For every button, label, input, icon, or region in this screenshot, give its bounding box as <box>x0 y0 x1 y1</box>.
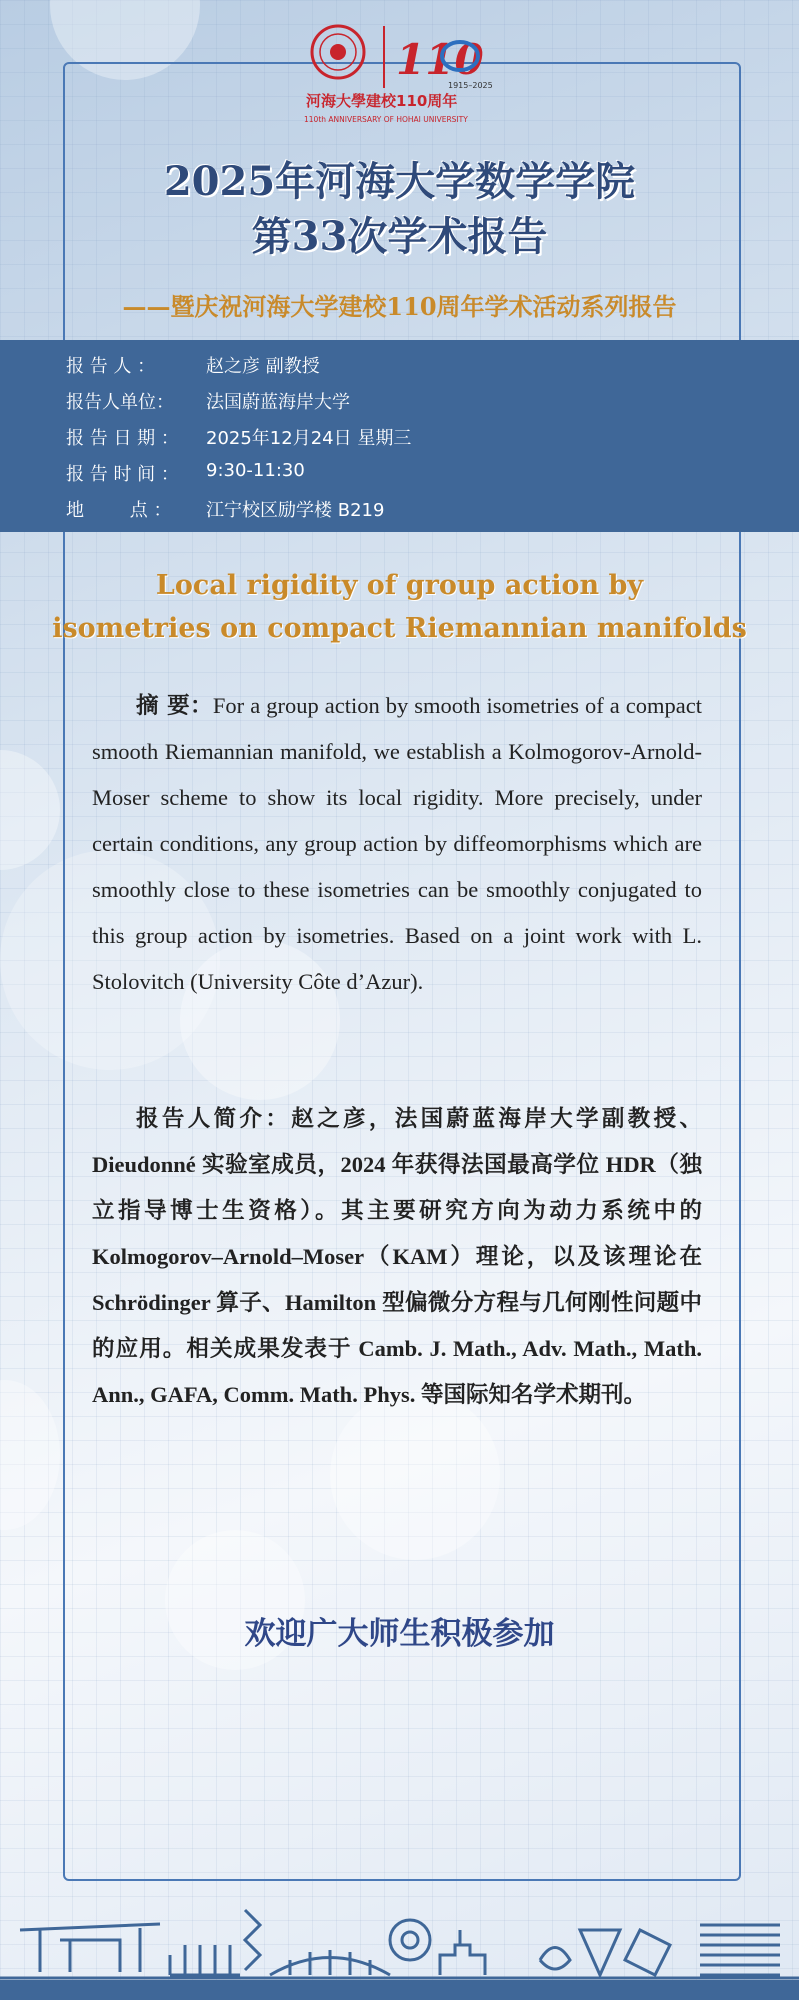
bottom-bar <box>0 1980 799 2000</box>
bio-text: 赵之彦，法国蔚蓝海岸大学副教授、Dieudonné 实验室成员，2024 年获得法国最高学位 HDR（独立指导博士生资格）。其主要研究方向为动力系统中的 Kolmogorov–Arnold–Moser（KAM）理论，以及该理论在 Schrödinger 算子、Hamilton 型偏微分方程与几何刚性问题中的应用。相关成果发表于 Camb. J. Math., Adv. Math., Math. Ann., GAFA, Comm. Math. Phys. 等国际知名学术期刊。 <box>92 1106 702 1407</box>
welcome-message: 欢迎广大师生积极参加 <box>244 1616 555 1652</box>
anniversary-logo <box>300 22 500 132</box>
decor-circle <box>0 750 60 870</box>
title-line-1: 2025年河海大学数学学院 <box>163 158 636 205</box>
abstract-label: 摘 要： <box>136 693 213 719</box>
info-value: 2025年12月24日 星期三 <box>206 428 412 449</box>
info-row-speaker <box>66 352 320 378</box>
logo-years: 1915–2025 <box>448 81 493 90</box>
abstract-text: For a group action by smooth isometries of a compact smooth Riemannian manifold, we establish a Kolmogorov-Arnold-Moser scheme to show its local rigidity. More precisely, under certain conditions, any group action by diffeomorphisms which are smoothly close to these isometries can be smoothly conjugated to this group action by isometries. Based on a joint work with L. Stolovitch (University Côte d’Azur). <box>92 693 702 994</box>
info-label: 报 告 时 间 ： <box>66 464 179 485</box>
decor-circle <box>0 1380 60 1530</box>
info-row-affiliation <box>66 388 350 414</box>
bio-label: 报告人简介： <box>136 1106 292 1132</box>
info-label: 报 告 日 期 ： <box>66 428 179 449</box>
info-label: 报告人单位： <box>66 392 174 413</box>
abstract <box>92 683 702 1005</box>
info-label: 报 告 人 ： <box>66 356 156 377</box>
logo-number: 110 <box>396 35 484 84</box>
info-row-date <box>66 424 411 450</box>
talk-title-line-2: isometries on compact Riemannian manifolds <box>52 613 747 644</box>
logo-subtext: 110th ANNIVERSARY OF HOHAI UNIVERSITY <box>304 115 468 124</box>
campus-skyline-illustration <box>0 1900 799 1980</box>
info-row-time <box>66 460 305 486</box>
info-value: 9:30-11:30 <box>206 460 305 481</box>
info-label: 地 点 ： <box>66 500 172 521</box>
info-value: 赵之彦 副教授 <box>206 356 320 377</box>
title-line-2: 第33次学术报告 <box>251 213 548 260</box>
info-value: 法国蔚蓝海岸大学 <box>206 392 350 413</box>
info-value: 江宁校区励学楼 B219 <box>206 500 385 521</box>
speaker-bio <box>92 1096 702 1418</box>
talk-title-line-1: Local rigidity of group action by <box>155 570 644 601</box>
subtitle: ——暨庆祝河海大学建校110周年学术活动系列报告 <box>122 292 677 321</box>
logo-text: 河海大學建校110周年 <box>306 92 458 110</box>
info-row-location <box>66 496 384 522</box>
